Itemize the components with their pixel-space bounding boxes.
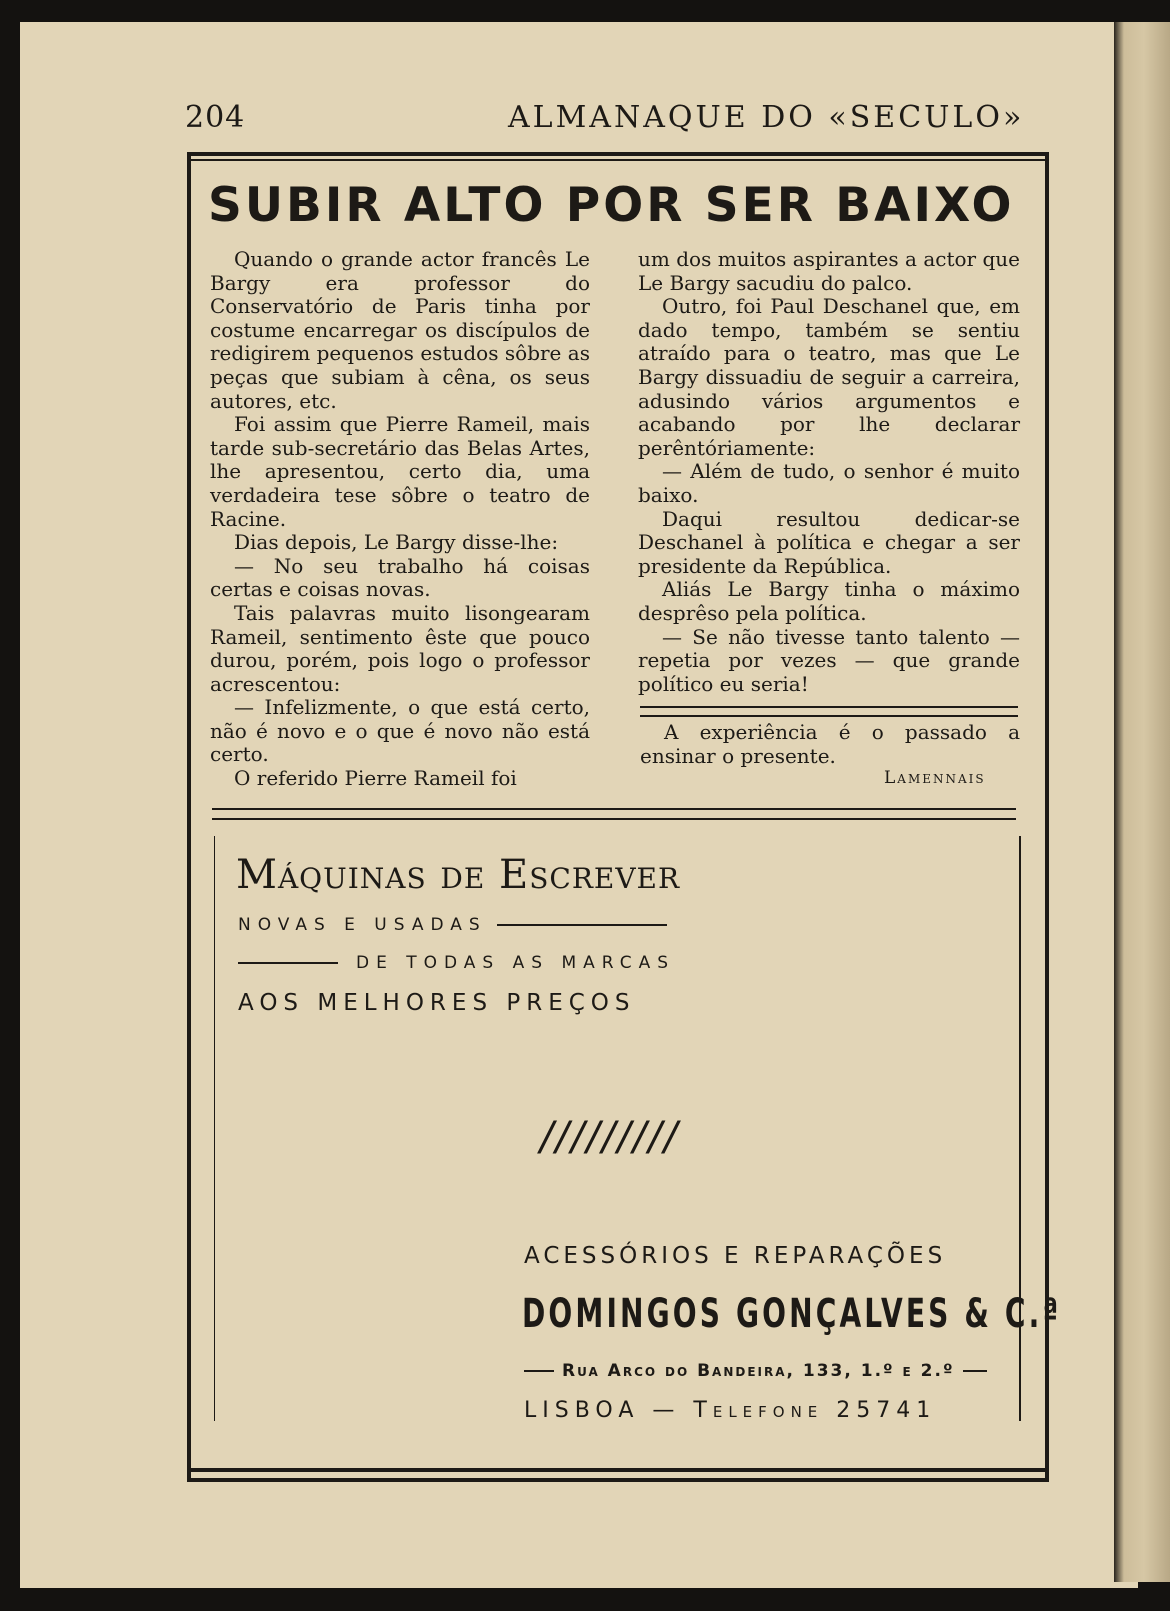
quote-text: A experiência é o passado a ensinar o presente. — [640, 720, 1020, 768]
ad-company-name: DOMINGOS GONÇALVES & C.ª — [522, 1291, 1062, 1337]
paragraph: — No seu trabalho há coisas certas e coisas novas. — [210, 553, 590, 602]
ad-line1-text: NOVAS E USADAS — [238, 915, 487, 935]
paragraph: — Infelizmente, o que está certo, não é novo e o que é novo não está certo. — [210, 695, 590, 767]
paragraph: — Se não tivesse tanto talento — repetia por vezes — que grande político eu seria! — [638, 624, 1020, 696]
ad-accessories: ACESSÓRIOS E REPARAÇÕES — [524, 1243, 947, 1269]
rule — [524, 1370, 554, 1372]
paragraph: Foi assim que Pierre Rameil, mais tarde sub-secretário das Belas Artes, lhe apresentou, certo dia, uma verdadeira tese sôbre o teatro de Racine. — [210, 412, 590, 531]
rule — [497, 924, 667, 926]
paragraph: Daqui resultou dedicar-se Deschanel à política e chegar a ser presidente da República. — [638, 506, 1020, 578]
frame-top-rule — [187, 159, 1045, 161]
ad-address-text: Rua Arco do Bandeira, 133, 1.º e 2.º — [562, 1361, 955, 1381]
page-number: 204 — [185, 100, 246, 135]
article-column-right — [638, 248, 1020, 696]
paragraph: O referido Pierre Rameil foi — [234, 766, 517, 791]
paragraph: — Além de tudo, o senhor é muito baixo. — [638, 459, 1020, 507]
ad-line2-text: DE TODAS AS MARCAS — [356, 953, 675, 973]
paragraph: Outro, foi Paul Deschanel que, em dado tempo, também se sentiu atraído para o teatro, mas que Le Bargy dissuadiu de seguir a carreira, adusindo vários argumentos e acabando por lhe declarar perêntóriamente: — [638, 294, 1020, 460]
paragraph: Tais palavras muito lisongearam Rameil, sentimento êste que pouco durou, porém, pois logo o professor acrescentou: — [210, 600, 590, 696]
article-column-left — [210, 248, 590, 791]
ad-title: Máquinas de Escrever — [236, 852, 681, 898]
ad-city-phone: LISBOA — Telefone 25741 — [524, 1398, 937, 1423]
quote-rule — [640, 706, 1018, 717]
ad-phone-number: 25741 — [836, 1398, 937, 1423]
paragraph: Aliás Le Bargy tinha o máximo desprêso pela política. — [638, 577, 1020, 625]
paragraph: Dias depois, Le Bargy disse-lhe: — [234, 530, 559, 555]
section-divider — [212, 808, 1016, 820]
frame-bottom-rule — [187, 1468, 1049, 1472]
paragraph: Quando o grande actor francês Le Bargy era professor do Conservatório de Paris tinha por costume encarregar os discípulos de redigirem pequenos estudos sôbre as peças que subiam à cêna, os seus autores, etc. — [210, 247, 590, 413]
rule — [963, 1370, 987, 1372]
paragraph: um dos muitos aspirantes a actor que Le Bargy sacudiu do palco. — [638, 247, 1020, 295]
ad-line-all-brands — [238, 953, 675, 973]
ad-prices: AOS MELHORES PREÇOS — [238, 990, 636, 1016]
article-title: SUBIR ALTO POR SER BAIXO — [208, 178, 1015, 233]
ad-ornament: ///////// — [540, 1114, 680, 1160]
ad-address — [524, 1361, 987, 1381]
page-edge — [1114, 22, 1170, 1582]
running-header: ALMANAQUE DO «SECULO» — [508, 100, 1025, 135]
ad-phone-label: Telefone — [693, 1398, 824, 1423]
quote — [640, 720, 1020, 768]
ad-line-new-used — [238, 915, 667, 935]
rule — [238, 962, 338, 964]
quote-author: Lamennais — [884, 768, 986, 788]
ad-city: LISBOA — [524, 1398, 640, 1423]
